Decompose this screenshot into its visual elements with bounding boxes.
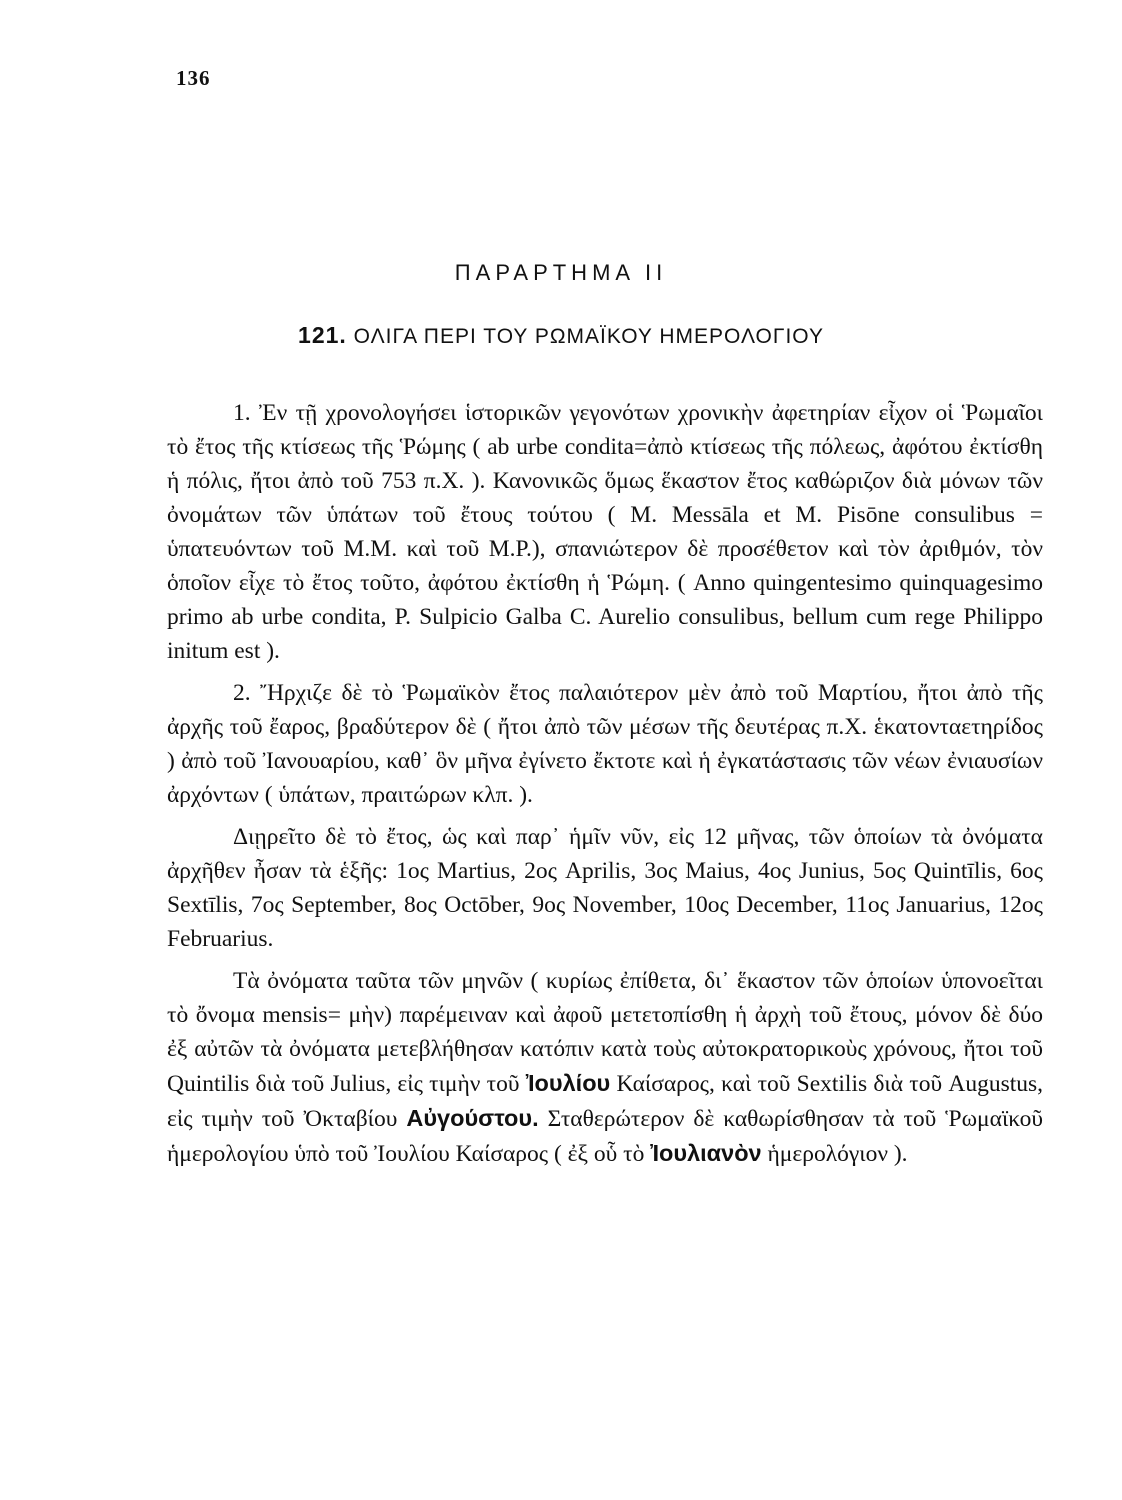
section-title: ΟΛΙΓΑ ΠΕΡΙ ΤΟΥ ΡΩΜΑΪΚΟΥ ΗΜΕΡΟΛΟΓΙΟΥ [353,325,824,348]
paragraph-2: 2. Ἤρχιζε δὲ τὸ Ῥωμαϊκὸν ἔτος παλαιότερον μὲν ἀπὸ τοῦ Μαρτίου, ἤτοι ἀπὸ τῆς ἀρχῆς τοῦ ἔαρος, βραδύτερον δὲ ( ἤτοι ἀπὸ τῶν μέσων τῆς δευτέρας π.Χ. ἑκατονταετηρίδος ) ἀπὸ τοῦ Ἰανουαρίου, καθ᾽ ὃν μῆνα ἐγίνετο ἔκτοτε καὶ ἡ ἐγκατάστασις τῶν νέων ἐνιαυσίων ἀρχόντων ( ὑπάτων, πραιτώρων κλπ. ). [167,680,1043,808]
bold-term-ioulianon: Ἰουλιανὸν [650,1140,762,1166]
section-heading [0,322,1122,349]
paragraph-4-text-4: ἡμερολόγιον ). [767,1141,908,1167]
bold-term-augoustou: Αὐγούστου. [406,1105,539,1131]
paragraph-4-text-3: Σταθερώτερον δὲ καθωρίσθησαν τὰ τοῦ Ῥωμαϊκοῦ ἡμερολογίου ὑπὸ τοῦ Ἰουλίου Καίσαρος ( ἐξ οὗ τὸ [167,1106,1043,1167]
body-text [167,396,1043,1171]
paragraph-4-text-2: Καίσαρος, καὶ τοῦ Sextilis διὰ τοῦ Augustus, εἰς τιμὴν τοῦ Ὀκταβίου [167,1071,1044,1132]
page-number: 136 [176,66,211,90]
paragraph-3: Διῃρεῖτο δὲ τὸ ἔτος, ὡς καὶ παρ᾽ ἡμῖν νῦν, εἰς 12 μῆνας, τῶν ὁποίων τὰ ὀνόματα ἀρχῆθεν ἦσαν τὰ ἑξῆς: 1ος Martius, 2ος Aprilis, 3ος Maius, 4ος Junius, 5ος Quintīlis, 6ος Sextīlis, 7ος September, 8ος Octōber, 9ος November, 10ος December, 11ος Januarius, 12ος Februarius. [167,824,1043,952]
paragraph-1: 1. Ἐν τῇ χρονολογήσει ἱστορικῶν γεγονότων χρονικὴν ἀφετηρίαν εἶχον οἱ Ῥωμαῖοι τὸ ἔτος τῆς κτίσεως τῆς Ῥώμης ( ab urbe condita=ἀπὸ κτίσεως τῆς πόλεως, ἀφότου ἐκτίσθη ἡ πόλις, ἤτοι ἀπὸ τοῦ 753 π.Χ. ). Κανονικῶς ὅμως ἕκαστον ἔτος καθώριζον διὰ μόνων τῶν ὀνομάτων τῶν ὑπάτων τοῦ ἔτους τούτου ( M. Messāla et M. Pisōne consulibus = ὑπατευόντων τοῦ Μ.Μ. καὶ τοῦ Μ.Ρ.), σπανιώτερον δὲ προσέθετον καὶ τὸν ἀριθμόν, τὸν ὁποῖον εἶχε τὸ ἔτος τοῦτο, ἀφότου ἐκτίσθη ἡ Ῥώμη. ( Anno quingentesimo quinquagesimo primo ab urbe condita, P. Sulpicio Galba C. Aurelio consulibus, bellum cum rege Philippo initum est ). [167,400,1043,664]
bold-term-iouliou: Ἰουλίου [525,1070,611,1096]
paragraph-4-text-1: Τὰ ὀνόματα ταῦτα τῶν μηνῶν ( κυρίως ἐπίθετα, δι᾽ ἕκαστον τῶν ὁποίων ὑπονοεῖται τὸ ὄνομα mensis= μὴν) παρέμειναν καὶ ἀφοῦ μετετοπίσθη ἡ ἀρχὴ τοῦ ἔτους, μόνον δὲ δύο ἐξ αὐτῶν τὰ ὀνόματα μετεβλήθησαν κατόπιν κατὰ τοὺς αὐτοκρατορικοὺς χρόνους, ἤτοι τοῦ Quintilis διὰ τοῦ Julius, εἰς τιμὴν τοῦ [167,968,1043,1097]
appendix-title: ΠΑΡΑΡΤΗΜΑ ΙΙ [454,260,668,285]
section-number: 121. [298,322,347,348]
paragraph-4 [167,964,1043,1171]
